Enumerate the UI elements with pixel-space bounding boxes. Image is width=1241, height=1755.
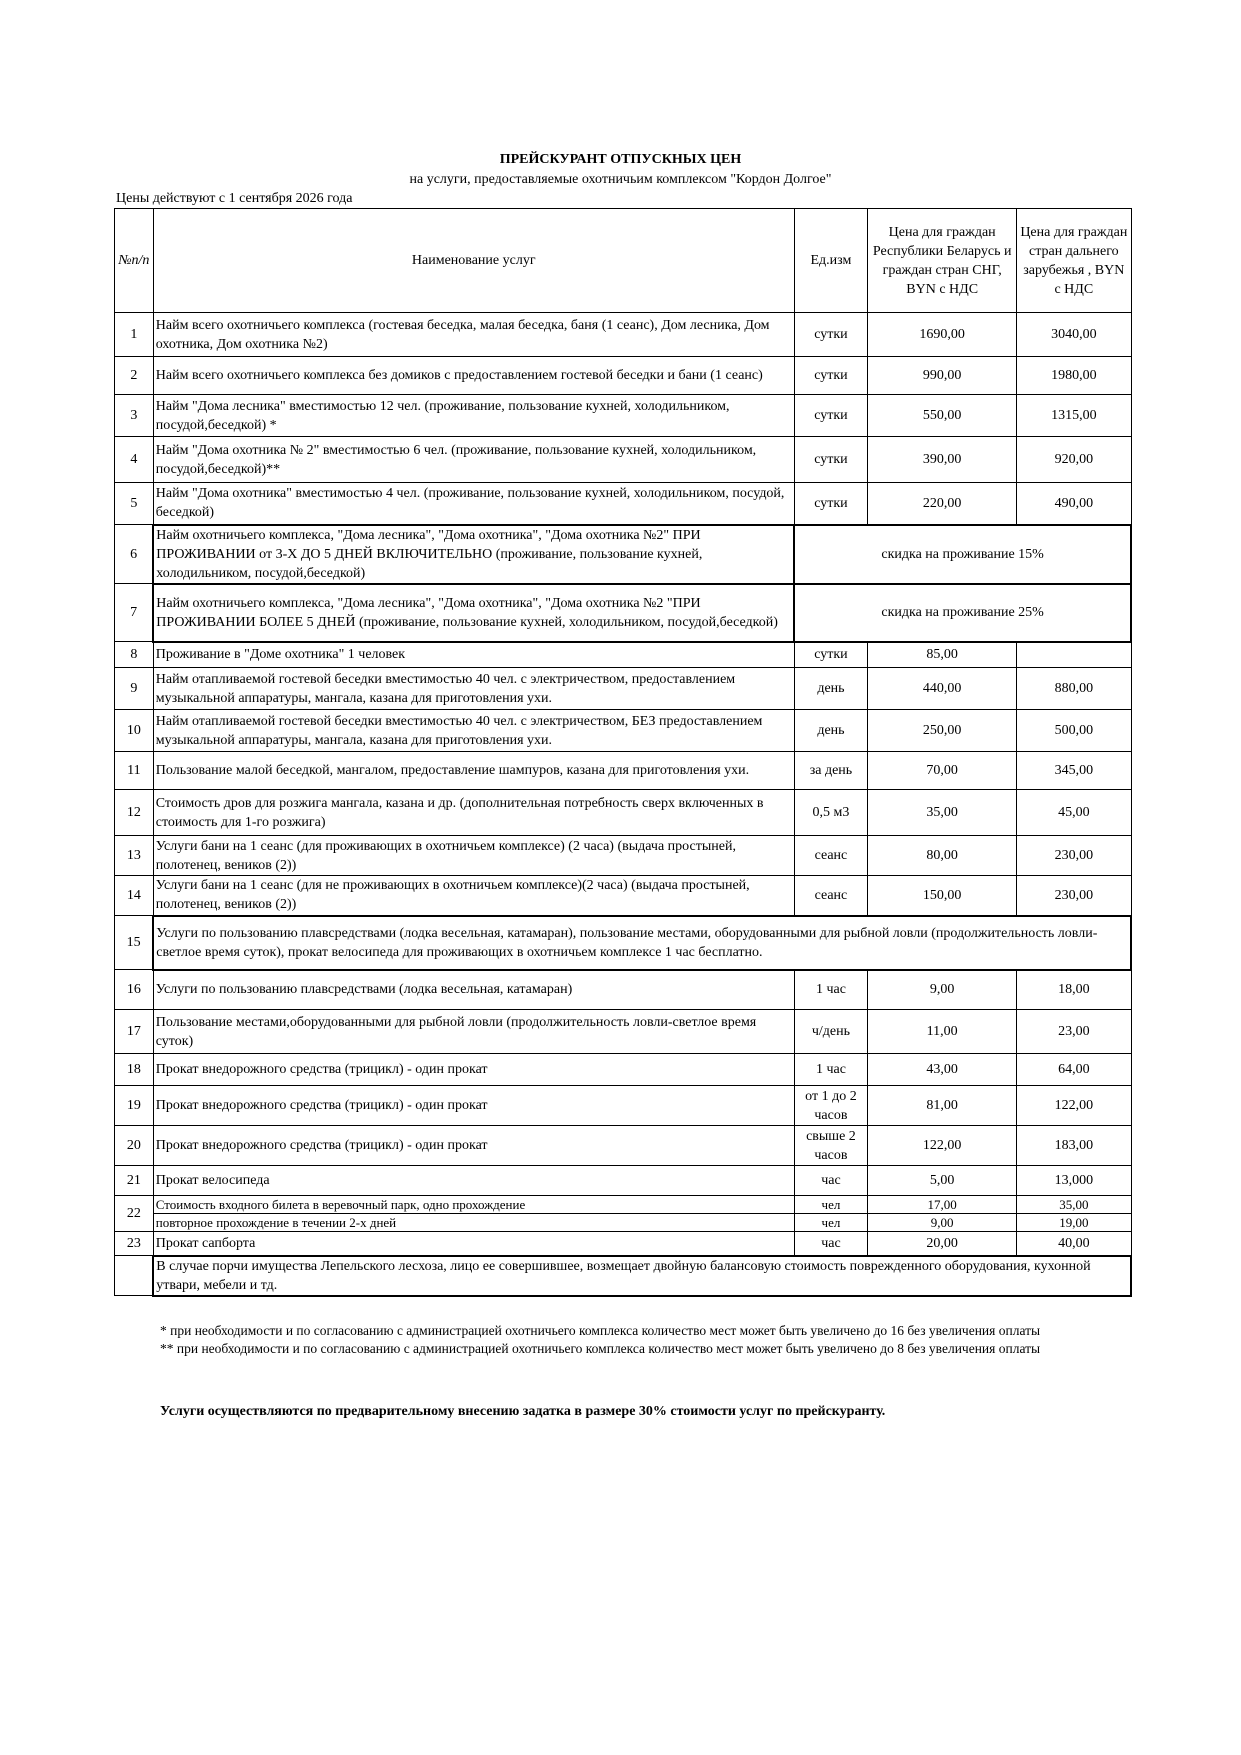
table-row (115, 1166, 1132, 1196)
row-number: 16 (115, 970, 154, 1010)
unit-cell: сеанс (794, 836, 867, 876)
service-name: Найм отапливаемой гостевой беседки вместимостью 40 чел. с электричеством, БЕЗ предоставлением музыкальной аппаратуры, мангала, казана для приготовления ухи. (153, 710, 794, 752)
row-number: 10 (115, 710, 154, 752)
unit-cell: ч/день (794, 1010, 867, 1054)
table-row (115, 525, 1132, 584)
service-name: Прокат внедорожного средства (трицикл) - один прокат (153, 1086, 794, 1126)
row-number: 23 (115, 1232, 154, 1256)
price-local: 150,00 (868, 876, 1017, 916)
price-local: 80,00 (868, 836, 1017, 876)
row-number: 19 (115, 1086, 154, 1126)
table-row (115, 710, 1132, 752)
unit-cell: чел (794, 1214, 867, 1232)
price-local: 990,00 (868, 357, 1017, 395)
row-number: 5 (115, 483, 154, 525)
service-name: Пользование местами,оборудованными для рыбной ловли (продолжительность ловли-светлое время суток) (153, 1010, 794, 1054)
header-num: №п/п (115, 209, 154, 313)
table-row (115, 313, 1132, 357)
document-title: ПРЕЙСКУРАНТ ОТПУСКНЫХ ЦЕН (499, 152, 742, 167)
unit-cell: час (794, 1232, 867, 1256)
unit-cell: сутки (794, 313, 867, 357)
price-local: 43,00 (868, 1054, 1017, 1086)
service-name: Найм "Дома охотника № 2" вместимостью 6 чел. (проживание, пользование кухней, холодильником, посудой,беседкой)** (153, 437, 794, 483)
table-row (115, 357, 1132, 395)
table-row (115, 1232, 1132, 1256)
service-name: Найм всего охотничьего комплекса без домиков с предоставлением гостевой беседки и бани (1 сеанс) (153, 357, 794, 395)
header-price-foreign: Цена для граждан стран дальнего зарубежья , BYN с НДС (1017, 209, 1131, 313)
table-row (115, 970, 1132, 1010)
unit-cell: чел (794, 1196, 867, 1214)
unit-cell: сутки (794, 483, 867, 525)
footnotes (160, 1322, 1100, 1358)
unit-cell: день (794, 710, 867, 752)
table-row (115, 483, 1132, 525)
price-table (114, 208, 1132, 1297)
price-local: 81,00 (868, 1086, 1017, 1126)
service-name: Найм охотничьего комплекса, "Дома лесника", "Дома охотника", "Дома охотника №2" ПРИ ПРОЖИВАНИИ от 3-Х ДО 5 ДНЕЙ ВКЛЮЧИТЕЛЬНО (проживание, пользование кухней, холодильником, посудой,беседкой) (153, 525, 794, 584)
service-name: Стоимость дров для розжига мангала, казана и др. (дополнительная потребность сверх включенных в стоимость для 1-го розжига) (153, 790, 794, 836)
row-number: 18 (115, 1054, 154, 1086)
price-foreign: 345,00 (1017, 752, 1131, 790)
service-name: Услуги бани на 1 сеанс (для проживающих в охотничьем комплексе) (2 часа) (выдача простыней, полотенец, веников (2)) (153, 836, 794, 876)
price-foreign: 183,00 (1017, 1126, 1131, 1166)
service-name: Найм всего охотничьего комплекса (гостевая беседка, малая беседка, баня (1 сеанс), Дом лесника, Дом охотника, Дом охотника №2) (153, 313, 794, 357)
row-number: 7 (115, 584, 154, 642)
header-price-local: Цена для граждан Республики Беларусь и граждан стран СНГ, BYN с НДС (868, 209, 1017, 313)
price-foreign: 13,000 (1017, 1166, 1131, 1196)
service-name: Прокат внедорожного средства (трицикл) - один прокат (153, 1126, 794, 1166)
price-local: 70,00 (868, 752, 1017, 790)
table-row (115, 1054, 1132, 1086)
unit-cell: час (794, 1166, 867, 1196)
service-name: Услуги бани на 1 сеанс (для не проживающих в охотничьем комплексе)(2 часа) (выдача простыней, полотенец, веников (2)) (153, 876, 794, 916)
table-row (115, 876, 1132, 916)
price-foreign: 3040,00 (1017, 313, 1131, 357)
prepayment-note: Услуги осуществляются по предварительному внесению задатка в размере 30% стоимости услуг по прейскуранту. (160, 1404, 886, 1419)
unit-cell: от 1 до 2 часов (794, 1086, 867, 1126)
service-name: Найм охотничьего комплекса, "Дома лесника", "Дома охотника", "Дома охотника №2 "ПРИ ПРОЖИВАНИИ БОЛЕЕ 5 ДНЕЙ (проживание, пользование кухней, холодильником, посудой,беседкой) (153, 584, 794, 642)
header-unit: Ед.изм (794, 209, 867, 313)
table-row (115, 668, 1132, 710)
service-name: Прокат сапборта (153, 1232, 794, 1256)
price-foreign: 35,00 (1017, 1196, 1131, 1214)
empty-cell (115, 1256, 154, 1296)
price-foreign: 880,00 (1017, 668, 1131, 710)
table-row (115, 642, 1132, 668)
row-number: 15 (115, 916, 154, 970)
row-number: 20 (115, 1126, 154, 1166)
price-foreign: 1315,00 (1017, 395, 1131, 437)
price-foreign: 230,00 (1017, 836, 1131, 876)
price-local: 9,00 (868, 1214, 1017, 1232)
unit-cell: 0,5 м3 (794, 790, 867, 836)
table-row (115, 437, 1132, 483)
table-row (115, 395, 1132, 437)
row-number: 1 (115, 313, 154, 357)
price-local: 35,00 (868, 790, 1017, 836)
row-number: 14 (115, 876, 154, 916)
price-local: 20,00 (868, 1232, 1017, 1256)
table-row (115, 1010, 1132, 1054)
row-number: 17 (115, 1010, 154, 1054)
discount-cell: скидка на проживание 15% (794, 525, 1131, 584)
price-local: 11,00 (868, 1010, 1017, 1054)
service-name: Стоимость входного билета в веревочный парк, одно прохождение (153, 1196, 794, 1214)
table-row (115, 1126, 1132, 1166)
table-header-row (115, 209, 1132, 313)
price-local: 390,00 (868, 437, 1017, 483)
price-local: 122,00 (868, 1126, 1017, 1166)
service-name: повторное прохождение в течении 2-х дней (153, 1214, 794, 1232)
table-row (115, 836, 1132, 876)
price-foreign: 40,00 (1017, 1232, 1131, 1256)
service-name: Найм "Дома охотника" вместимостью 4 чел. (проживание, пользование кухней, холодильником, посудой, беседкой) (153, 483, 794, 525)
price-local: 440,00 (868, 668, 1017, 710)
price-local: 550,00 (868, 395, 1017, 437)
service-name: Найм отапливаемой гостевой беседки вместимостью 40 чел. с электричеством, предоставлением музыкальной аппаратуры, мангала, казана для приготовления ухи. (153, 668, 794, 710)
unit-cell: сутки (794, 642, 867, 668)
row-number: 8 (115, 642, 154, 668)
table-row (115, 916, 1132, 970)
header-name: Наименование услуг (153, 209, 794, 313)
service-name: Пользование малой беседкой, мангалом, предоставление шампуров, казана для приготовления ухи. (153, 752, 794, 790)
price-local: 5,00 (868, 1166, 1017, 1196)
service-name: Услуги по пользованию плавсредствами (лодка весельная, катамаран), пользование местами, оборудованными для рыбной ловли (продолжительность ловли-светлое время суток), прокат велосипеда для проживающих в охотничьем комплексе 1 час бесплатно. (153, 916, 1131, 970)
service-name: Проживание в "Доме охотника" 1 человек (153, 642, 794, 668)
table-row (115, 1196, 1132, 1214)
price-foreign: 64,00 (1017, 1054, 1131, 1086)
row-number: 4 (115, 437, 154, 483)
row-number: 2 (115, 357, 154, 395)
price-foreign: 19,00 (1017, 1214, 1131, 1232)
price-foreign: 490,00 (1017, 483, 1131, 525)
price-local: 250,00 (868, 710, 1017, 752)
price-foreign: 18,00 (1017, 970, 1131, 1010)
price-foreign (1017, 642, 1131, 668)
price-local: 17,00 (868, 1196, 1017, 1214)
unit-cell: 1 час (794, 1054, 867, 1086)
table-row (115, 1086, 1132, 1126)
price-foreign: 122,00 (1017, 1086, 1131, 1126)
unit-cell: сутки (794, 357, 867, 395)
footnote-2: ** при необходимости и по согласованию с администрацией охотничьего комплекса количество мест может быть увеличено до 8 без увеличения оплаты (160, 1341, 1041, 1356)
price-foreign: 230,00 (1017, 876, 1131, 916)
unit-cell: сутки (794, 395, 867, 437)
price-foreign: 920,00 (1017, 437, 1131, 483)
table-row (115, 1214, 1132, 1232)
table-row (115, 584, 1132, 642)
row-number: 9 (115, 668, 154, 710)
row-number: 21 (115, 1166, 154, 1196)
damage-note-row (115, 1256, 1132, 1296)
price-foreign: 1980,00 (1017, 357, 1131, 395)
table-row (115, 790, 1132, 836)
effective-date: Цены действуют с 1 сентября 2026 года (116, 191, 353, 206)
unit-cell: за день (794, 752, 867, 790)
table-row (115, 752, 1132, 790)
row-number: 13 (115, 836, 154, 876)
price-local: 9,00 (868, 970, 1017, 1010)
discount-cell: скидка на проживание 25% (794, 584, 1131, 642)
footnote-1: * при необходимости и по согласованию с администрацией охотничьего комплекса количество мест может быть увеличено до 16 без увеличения оплаты (160, 1323, 1041, 1338)
price-foreign: 45,00 (1017, 790, 1131, 836)
service-name: Услуги по пользованию плавсредствами (лодка весельная, катамаран) (153, 970, 794, 1010)
unit-cell: день (794, 668, 867, 710)
unit-cell: сутки (794, 437, 867, 483)
document-subtitle: на услуги, предоставляемые охотничьим комплексом "Кордон Долгое" (409, 172, 832, 187)
service-name: Прокат внедорожного средства (трицикл) - один прокат (153, 1054, 794, 1086)
damage-note: В случае порчи имущества Лепельского лесхоза, лицо ее совершившее, возмещает двойную балансовую стоимость поврежденного оборудования, кухонной утвари, мебели и тд. (153, 1256, 1131, 1296)
row-number: 12 (115, 790, 154, 836)
price-local: 1690,00 (868, 313, 1017, 357)
service-name: Прокат велосипеда (153, 1166, 794, 1196)
unit-cell: 1 час (794, 970, 867, 1010)
price-local: 85,00 (868, 642, 1017, 668)
row-number: 3 (115, 395, 154, 437)
price-foreign: 500,00 (1017, 710, 1131, 752)
unit-cell: свыше 2 часов (794, 1126, 867, 1166)
unit-cell: сеанс (794, 876, 867, 916)
row-number: 11 (115, 752, 154, 790)
price-foreign: 23,00 (1017, 1010, 1131, 1054)
price-local: 220,00 (868, 483, 1017, 525)
row-number: 22 (115, 1196, 154, 1232)
table-body (115, 313, 1132, 1296)
row-number: 6 (115, 525, 154, 584)
service-name: Найм "Дома лесника" вместимостью 12 чел. (проживание, пользование кухней, холодильником, посудой,беседкой) * (153, 395, 794, 437)
